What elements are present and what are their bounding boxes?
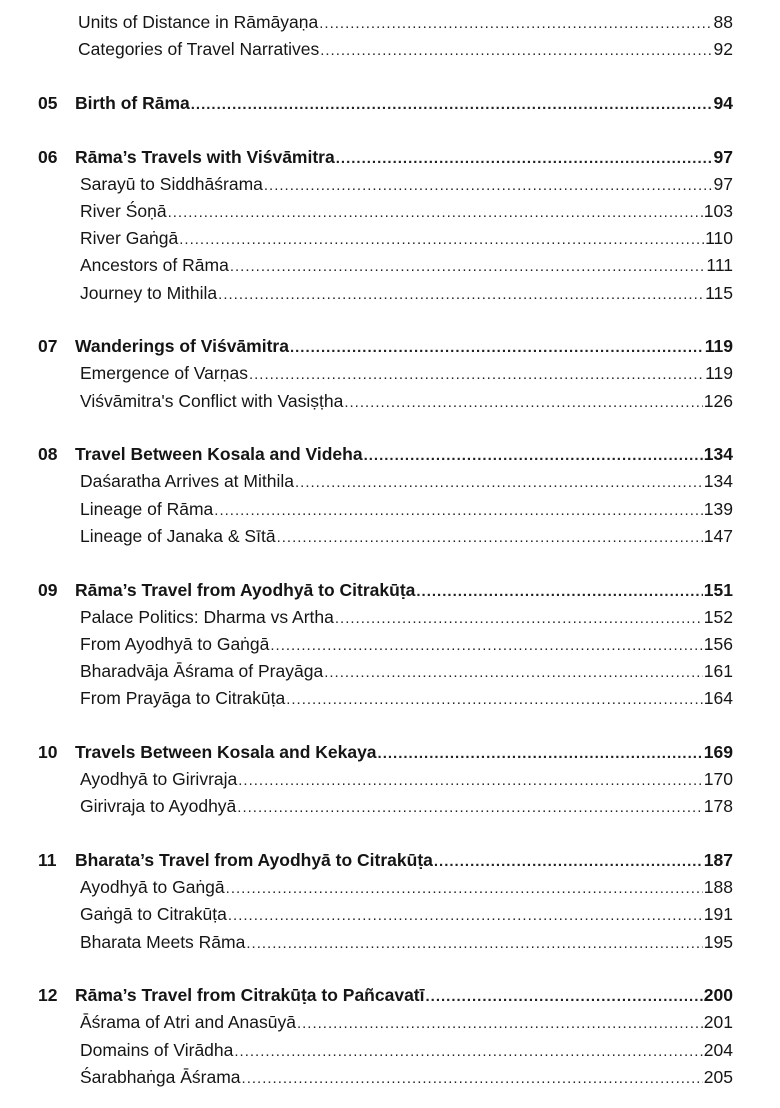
dot-leader xyxy=(416,578,702,605)
toc-entry[interactable] xyxy=(38,793,733,820)
toc-section xyxy=(38,739,733,821)
toc-entry[interactable] xyxy=(38,1037,733,1064)
toc-entry[interactable] xyxy=(38,198,733,225)
toc-entry[interactable] xyxy=(38,1064,733,1091)
toc-entry[interactable] xyxy=(38,252,733,279)
entry-title: Journey to Mithila xyxy=(80,282,218,303)
toc-entry[interactable] xyxy=(38,929,733,956)
dot-leader xyxy=(264,172,713,199)
toc-entry[interactable] xyxy=(38,901,733,928)
toc-section xyxy=(38,90,733,117)
entry-title: Lineage of Rāma xyxy=(80,498,214,519)
entry-title: Units of Distance in Rāmāyaṇa xyxy=(78,12,319,32)
chapter-heading[interactable] xyxy=(38,577,733,604)
dot-leader xyxy=(238,767,703,794)
dot-leader xyxy=(320,37,712,64)
dot-leader xyxy=(335,605,703,632)
toc-entry[interactable] xyxy=(38,280,733,307)
toc-section xyxy=(38,847,733,956)
entry-title: Bharadvāja Āśrama of Prayāga xyxy=(80,661,324,682)
toc-entry[interactable] xyxy=(38,171,733,198)
dot-leader xyxy=(426,983,703,1010)
page-number: 152 xyxy=(703,606,733,627)
toc-entry[interactable] xyxy=(38,766,733,793)
toc-section xyxy=(38,333,733,415)
page-number: 139 xyxy=(703,498,733,519)
toc-entry[interactable] xyxy=(38,468,733,495)
dot-leader xyxy=(228,902,703,929)
page-number: 115 xyxy=(705,282,733,303)
dot-leader xyxy=(270,632,702,659)
dot-leader xyxy=(234,1038,702,1065)
toc-entry[interactable] xyxy=(38,604,733,631)
page-number: 161 xyxy=(703,661,733,682)
page-number: 119 xyxy=(704,336,733,357)
dot-leader xyxy=(364,442,703,469)
page-number: 188 xyxy=(703,877,733,898)
chapter-title: Bharata’s Travel from Ayodhyā to Citrakūṭa xyxy=(75,850,433,870)
page-number: 191 xyxy=(703,904,733,925)
chapter-number: 05 xyxy=(38,92,58,113)
dot-leader xyxy=(295,469,703,496)
dot-leader xyxy=(168,199,703,226)
chapter-number: 11 xyxy=(38,850,57,870)
entry-title: Sarayū to Siddhāśrama xyxy=(80,173,263,194)
dot-leader xyxy=(246,930,702,957)
chapter-title: Rāma’s Travels with Viśvāmitra xyxy=(75,146,335,167)
toc-entry[interactable] xyxy=(38,658,733,685)
dot-leader xyxy=(290,334,704,361)
toc-entry[interactable] xyxy=(38,9,733,36)
dot-leader xyxy=(249,361,704,388)
entry-title: River Gaṅgā xyxy=(80,228,179,249)
dot-leader xyxy=(179,226,704,253)
chapter-heading[interactable] xyxy=(38,441,733,468)
toc-entry[interactable] xyxy=(38,631,733,658)
table-of-contents xyxy=(38,9,733,1091)
chapter-heading[interactable] xyxy=(38,144,733,171)
entry-title: From Ayodhyā to Gaṅgā xyxy=(80,633,270,654)
chapter-title: Travels Between Kosala and Kekaya xyxy=(75,741,377,762)
entry-title: Ayodhyā to Girivraja xyxy=(80,769,238,790)
page-number: 164 xyxy=(703,688,733,709)
page-number: 195 xyxy=(703,931,733,952)
dot-leader xyxy=(226,875,703,902)
toc-section xyxy=(38,144,733,307)
dot-leader xyxy=(214,497,703,524)
dot-leader xyxy=(218,281,704,308)
page-number: 134 xyxy=(703,444,733,465)
toc-entry[interactable] xyxy=(38,225,733,252)
chapter-title: Birth of Rāma xyxy=(75,92,190,113)
page-number: 88 xyxy=(713,12,733,32)
chapter-title: Rāma’s Travel from Ayodhyā to Citrakūṭa xyxy=(75,579,416,600)
chapter-number: 06 xyxy=(38,146,58,167)
entry-title: River Śoṇā xyxy=(80,200,167,221)
entry-title: Emergence of Varṇas xyxy=(80,363,248,384)
page-number: 119 xyxy=(705,363,733,384)
page-number: 111 xyxy=(706,255,733,276)
page-number: 92 xyxy=(713,39,733,60)
page-number: 200 xyxy=(703,985,733,1006)
page-number: 187 xyxy=(703,850,733,870)
dot-leader xyxy=(237,794,703,821)
page-number: 134 xyxy=(703,471,733,492)
dot-leader xyxy=(277,524,703,551)
chapter-heading[interactable] xyxy=(38,982,733,1009)
entry-title: Lineage of Janaka & Sītā xyxy=(80,525,276,546)
toc-entry[interactable] xyxy=(38,523,733,550)
dot-leader xyxy=(336,145,713,172)
entry-title: Āśrama of Atri and Anasūyā xyxy=(80,1012,296,1033)
page-number: 94 xyxy=(713,92,733,113)
chapter-title: Travel Between Kosala and Videha xyxy=(75,444,363,465)
entry-title: Gaṅgā to Citrakūṭa xyxy=(80,904,227,925)
page-number: 103 xyxy=(703,200,733,221)
chapter-number: 12 xyxy=(38,985,58,1006)
toc-entry[interactable] xyxy=(38,874,733,901)
dot-leader xyxy=(286,686,703,713)
toc-section xyxy=(38,9,733,63)
page-number: 156 xyxy=(703,633,733,654)
entry-title: From Prayāga to Citrakūṭa xyxy=(80,688,286,709)
toc-section xyxy=(38,577,733,713)
page-number: 170 xyxy=(703,769,733,790)
toc-section xyxy=(38,441,733,550)
chapter-heading[interactable] xyxy=(38,847,733,874)
page-number: 151 xyxy=(703,579,733,600)
page-number: 178 xyxy=(703,796,733,817)
dot-leader xyxy=(230,253,706,280)
chapter-number: 08 xyxy=(38,444,58,465)
entry-title: Daśaratha Arrives at Mithila xyxy=(80,471,294,492)
entry-title: Viśvāmitra's Conflict with Vasiṣṭha xyxy=(80,390,344,411)
chapter-heading[interactable] xyxy=(38,90,733,117)
chapter-heading[interactable] xyxy=(38,333,733,360)
entry-title: Bharata Meets Rāma xyxy=(80,931,246,952)
toc-section xyxy=(38,982,733,1091)
toc-entry[interactable] xyxy=(38,496,733,523)
entry-title: Palace Politics: Dharma vs Artha xyxy=(80,606,334,627)
dot-leader xyxy=(297,1010,703,1037)
toc-entry[interactable] xyxy=(38,1009,733,1036)
page-number: 110 xyxy=(705,228,733,249)
entry-title: Śarabhaṅga Āśrama xyxy=(80,1066,241,1087)
dot-leader xyxy=(378,740,703,767)
page-number: 147 xyxy=(703,525,733,546)
toc-entry[interactable] xyxy=(38,360,733,387)
entry-title: Domains of Virādha xyxy=(80,1039,234,1060)
chapter-heading[interactable] xyxy=(38,739,733,766)
entry-title: Ayodhyā to Gaṅgā xyxy=(80,877,225,898)
page-number: 204 xyxy=(703,1039,733,1060)
dot-leader xyxy=(324,659,703,686)
toc-entry[interactable] xyxy=(38,36,733,63)
page-number: 169 xyxy=(703,741,733,762)
dot-leader xyxy=(191,91,713,118)
chapter-number: 07 xyxy=(38,336,58,357)
dot-leader xyxy=(319,10,712,37)
entry-title: Ancestors of Rāma xyxy=(80,255,229,276)
entry-title: Categories of Travel Narratives xyxy=(78,39,320,60)
chapter-title: Wanderings of Viśvāmitra xyxy=(75,336,289,357)
page-number: 97 xyxy=(713,173,733,194)
page-number: 201 xyxy=(703,1012,733,1033)
chapter-number: 09 xyxy=(38,579,58,600)
entry-title: Girivraja to Ayodhyā xyxy=(80,796,237,817)
page-number: 97 xyxy=(713,146,733,167)
dot-leader xyxy=(242,1065,703,1092)
page-number: 205 xyxy=(703,1066,733,1087)
toc-entry[interactable] xyxy=(38,685,733,712)
dot-leader xyxy=(344,389,702,416)
page-number: 126 xyxy=(703,390,733,411)
chapter-title: Rāma’s Travel from Citrakūṭa to Pañcavatī xyxy=(75,985,425,1006)
toc-entry[interactable] xyxy=(38,388,733,415)
dot-leader xyxy=(434,848,703,875)
chapter-number: 10 xyxy=(38,741,58,762)
